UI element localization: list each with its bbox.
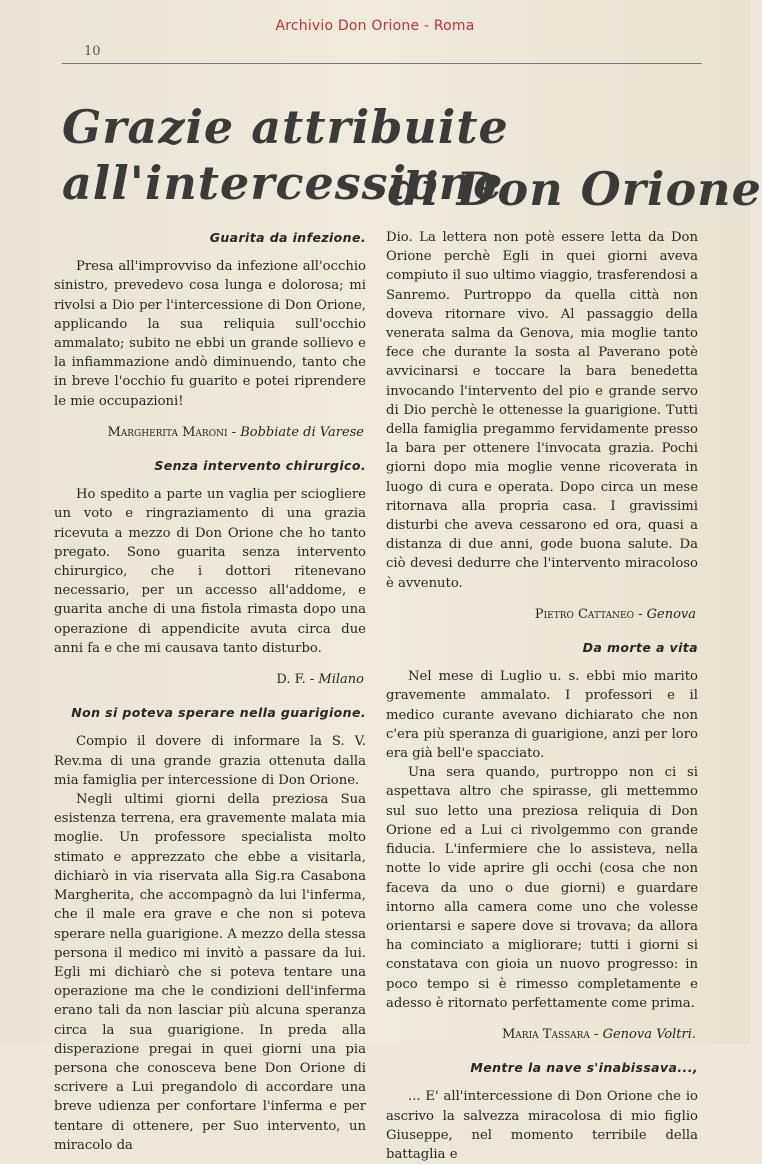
paragraph: Dio. La lettera non potè essere letta da Don Orione perchè Egli in quei giorni aveva compiuto il suo ultimo viaggio, trasferendosi a Sanremo. Purtroppo da quella città non doveva ritornare vivo. Al passaggio della venerata salma da Genova, mia moglie tanto fece che durante la sosta al Paverano potè avvicinarsi e toccare la bara benedetta invocando l'intervento del pio e grande servo di Dio perchè le ottenesse la guarigione. Tutti della famiglia pregammo fervidamente presso la bara per ottenere l'invocata grazia. Pochi giorni dopo mia moglie venne ricoverata in luogo di cura e operata. Dopo circa un mese ritornava alla propria casa. I gravissimi disturbi che aveva cessarono ed ora, quasi a distanza di due anni, gode buona salute. Da ciò devesi dedurre che l'intervento miracoloso è avvenuto. (386, 230, 698, 591)
signature: Margherita Maroni - Bobbiate di Varese (107, 424, 364, 440)
paragraph: ... E' all'intercessione di Don Orione che io ascrivo la salvezza miracolosa di mio figlio Giuseppe, nel momento terribile della battaglia e (386, 1089, 698, 1162)
title-line2: all'intercessione (62, 156, 504, 210)
section-heading: Da morte a vita (582, 640, 698, 656)
right-column (386, 228, 698, 1164)
header-rule (62, 63, 702, 64)
paragraph: Negli ultimi giorni della preziosa Sua esistenza terrena, era gravemente malata mia moglie. Un professore specialista molto stimato e apprezzato che ebbe a visitarla, dichiarò in via riservata alla Sig.ra Casabona Margherita, che accompagnò da lui l'inferma, che il male era grave e che non si poteva sperare nella guarigione. A mezzo della stessa persona il medico mi invitò a passare da lui. Egli mi dichiarò che si poteva tentare una operazione ma che le condizioni dell'inferma erano tali da non lasciar più alcuna speranza circa la sua guarigione. In preda alla disperazione pregai in quei giorni una pia persona che conosceva bene Don Orione di scrivere a Lui pregandolo di accordare una breve udienza per confortare l'inferma e per tentare di ottenere, per Suo intervento, un miracolo da (54, 792, 366, 1153)
signature-place: Genova Voltri. (602, 1026, 696, 1042)
paragraph: Presa all'improvviso da infezione all'occhio sinistro, prevedevo cosa lunga e dolorosa; mi rivolsi a Dio per l'intercessione di Don Orione, applicando la sua reliquia sull'occhio ammalato; subito ne ebbi un grande sollievo e la infiammazione andò diminuendo, tanto che in breve l'occhio fu guarito e potei riprendere le mie occupazioni! (54, 259, 366, 409)
signature-place: Bobbiate di Varese (240, 424, 364, 440)
paragraph: Compio il dovere di informare la S. V. Rev.ma di una grande grazia ottenuta dalla mia famiglia per intercessione di Don Orione. (54, 734, 366, 788)
signature-name: Maria Tassara (502, 1026, 590, 1042)
signature: Maria Tassara - Genova Voltri. (502, 1026, 696, 1042)
signature-name: D. F. (276, 672, 306, 688)
paragraph: Ho spedito a parte un vaglia per sciogliere un voto e ringraziamento di una grazia ricevuta a mezzo di Don Orione che ho tanto pregato. Sono guarita senza intervento chirurgico, che i dottori ritenevano necessario, per un accesso all'addome, e guarita anche di una fistola rimasta dopo una operazione di appendicite avuta circa due anni fa e che mi causava tanto disturbo. (54, 487, 366, 656)
section-heading: Mentre la nave s'inabissava..., (470, 1060, 698, 1076)
signature-place: Milano (318, 672, 364, 688)
signature-name: Margherita Maroni (107, 424, 228, 440)
archive-header: Archivio Don Orione - Roma (275, 18, 475, 34)
signature: Pietro Cattaneo - Genova (534, 606, 696, 622)
left-column (54, 228, 366, 1155)
signature-name: Pietro Cattaneo (534, 606, 634, 622)
paragraph: Nel mese di Luglio u. s. ebbi mio marito gravemente ammalato. I professori e il medico curante avevano dichiarato che non c'era più speranza di guarigione, anzi per loro era già bell'e spacciato. (386, 669, 698, 762)
section-heading: Guarita da infezione. (209, 230, 366, 245)
signature: D. F. - Milano (276, 672, 364, 688)
page-number: 10 (84, 44, 101, 59)
paragraph: Una sera quando, purtroppo non ci si aspettava altro che spirasse, gli mettemmo sul suo letto una preziosa reliquia di Don Orione ed a Lui ci rivolgemmo con grande fiducia. L'infermiere che lo assisteva, nella notte lo vide aprire gli occhi (cosa che non faceva da uno o due giorni) e guardare intorno alla camera come uno che volesse orientarsi e sapere dove si trovava; da allora ha cominciato a migliorare; tutti i giorni si constatava con gioia un nuovo progresso: in poco tempo si è rimesso completamente e adesso è ritornato perfettamente come prima. (386, 765, 698, 1011)
signature-place: Genova (646, 606, 696, 622)
title-line1: Grazie attribuite (62, 100, 509, 154)
section-heading: Senza intervento chirurgico. (154, 458, 366, 474)
title-line2-right: di Don Orione (388, 162, 762, 216)
section-heading: Non si poteva sperare nella guarigione. (71, 705, 366, 721)
